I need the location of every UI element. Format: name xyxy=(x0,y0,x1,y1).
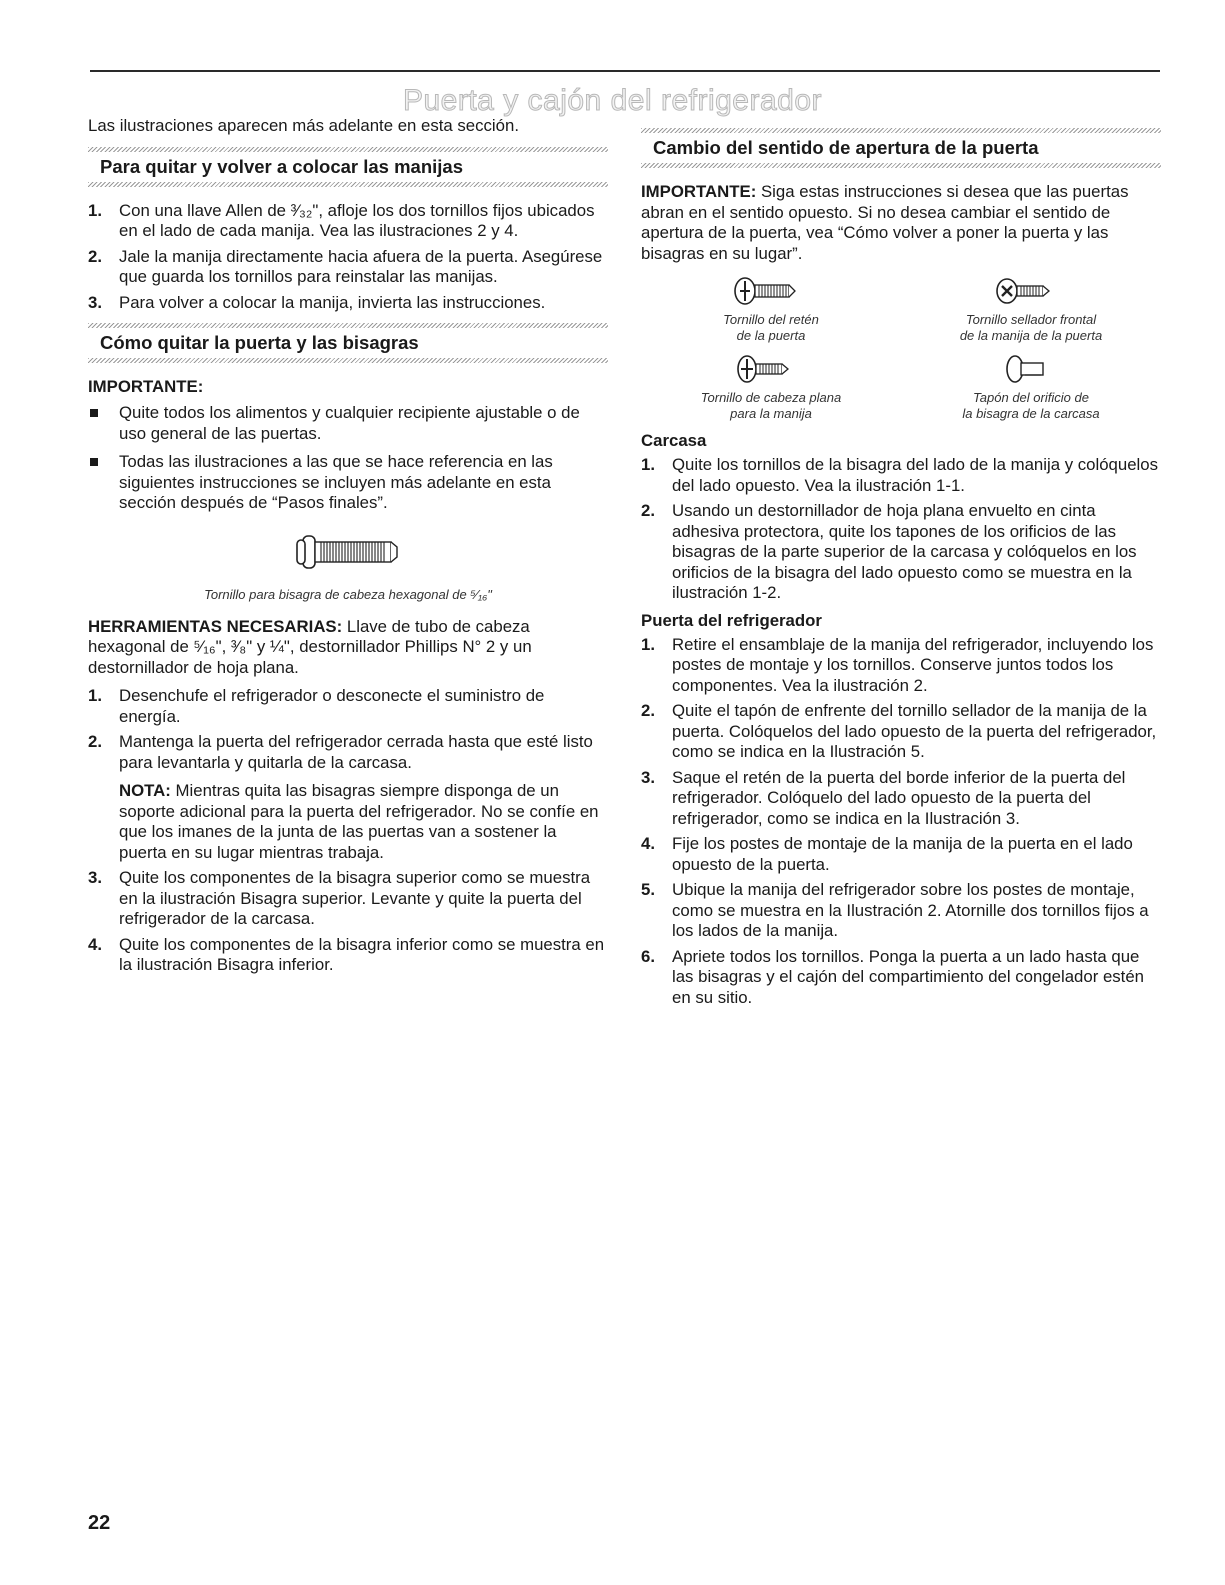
list-item xyxy=(88,732,608,863)
page-number: 22 xyxy=(88,1512,111,1534)
screw-caption-line: Tornillo sellador frontal xyxy=(965,312,1097,327)
step-text: Saque el retén de la puerta del borde inferior de la puerta del refrigerador. Colóquelo del lado opuesto de la puerta del refrigerador, como se indica en la Ilustración 3. xyxy=(672,767,1126,828)
step-number: 2. xyxy=(88,246,102,266)
step-number: 4. xyxy=(88,934,102,954)
screw-figure xyxy=(901,352,1161,422)
step-number: 1. xyxy=(641,455,655,474)
tools-paragraph xyxy=(88,617,608,679)
handles-steps xyxy=(88,201,608,314)
bullet-square-icon xyxy=(90,458,98,466)
screw-caption-line: Tapón del orificio de xyxy=(973,390,1089,405)
list-item xyxy=(88,201,608,242)
step-number: 3. xyxy=(88,868,102,887)
screw-figure xyxy=(901,274,1161,344)
bullet-text: Todas las ilustraciones a las que se hace referencia en las siguientes instrucciones se incluyen más adelante en esta sección después de “Pasos finales”. xyxy=(119,452,553,512)
door-stop-screw-icon xyxy=(731,274,811,308)
list-item xyxy=(641,947,1161,1009)
cabinet-heading: Carcasa xyxy=(641,431,707,450)
step-number: 6. xyxy=(641,946,655,966)
left-column xyxy=(88,116,608,981)
right-column xyxy=(641,116,1161,1013)
note-text: Mientras quita las bisagras siempre disponga de un soporte adicional para la puerta del refrigerador. No se confíe en que los imanes de la junta de las puertas van a sostener la puerta en su lugar mientras trabaja. xyxy=(119,781,599,862)
screw-figure xyxy=(641,352,901,422)
flathead-handle-screw-icon xyxy=(731,352,811,386)
step-text: Desenchufe el refrigerador o desconecte el suministro de energía. xyxy=(119,686,545,726)
door-removal-steps xyxy=(88,686,608,976)
bullet-text: Quite todos los alimentos y cualquier recipiente ajustable o de uso general de las puertas. xyxy=(119,403,580,443)
section-door-removal-header xyxy=(88,323,608,363)
screw-caption-line: de la manija de la puerta xyxy=(959,328,1103,343)
important-paragraph xyxy=(641,182,1161,264)
figure-caption: Tornillo para bisagra de cabeza hexagonal de ⁵⁄₁₆" xyxy=(204,586,492,602)
list-item xyxy=(88,686,608,727)
important-bullets xyxy=(88,403,608,514)
hatch-divider xyxy=(88,358,608,363)
list-item xyxy=(88,868,608,930)
step-number: 1. xyxy=(88,200,102,220)
step-text: Quite los componentes de la bisagra inferior como se muestra en la ilustración Bisagra inferior. xyxy=(119,934,605,974)
step-number: 5. xyxy=(641,880,655,899)
step-text: Mantenga la puerta del refrigerador cerrada hasta que esté listo para levantarla y quitarla de la carcasa. xyxy=(119,732,593,772)
step-text: Jale la manija directamente hacia afuera de la puerta. Asegúrese que guarda los tornillos para reinstalar las manijas. xyxy=(119,246,603,286)
list-item xyxy=(88,247,608,288)
screw-caption-line: Tornillo del retén xyxy=(723,312,819,327)
step-number: 2. xyxy=(641,501,655,520)
step-number: 2. xyxy=(641,701,655,720)
list-item xyxy=(641,768,1161,830)
list-item xyxy=(88,293,608,314)
step-number: 3. xyxy=(641,767,655,787)
list-item xyxy=(88,403,608,444)
step-text: Para volver a colocar la manija, invierta las instrucciones. xyxy=(119,292,546,312)
cabinet-steps xyxy=(641,455,1161,604)
step-text: Con una llave Allen de ³⁄₃₂", afloje los dos tornillos fijos ubicados en el lado de cada manija. Vea las ilustraciones 2 y 4. xyxy=(119,200,595,240)
list-item xyxy=(641,880,1161,942)
step-text: Fije los postes de montaje de la manija de la puerta en el lado opuesto de la puerta. xyxy=(672,834,1133,874)
list-item xyxy=(88,935,608,976)
section-heading: Para quitar y volver a colocar las manijas xyxy=(100,155,463,177)
step-number: 2. xyxy=(88,732,102,751)
screw-caption-line: la bisagra de la carcasa xyxy=(962,406,1100,421)
hex-head-hinge-screw-icon xyxy=(293,530,403,574)
door-steps xyxy=(641,635,1161,1009)
bullet-square-icon xyxy=(90,409,98,417)
step-text: Ubique la manija del refrigerador sobre los postes de montaje, como se muestra en la Ilustración 2. Atornille dos tornillos fijos a los lados de la manija. xyxy=(672,880,1149,940)
list-item xyxy=(641,701,1161,763)
screw-figures xyxy=(641,274,1161,422)
top-rule xyxy=(90,70,1160,72)
screw-caption-line: para la manija xyxy=(730,406,812,421)
step-text: Quite el tapón de enfrente del tornillo sellador de la manija de la puerta. Colóquelos del lado opuesto de la puerta del refrigerador, como se indica en la Ilustración 5. xyxy=(672,701,1157,761)
step-number: 4. xyxy=(641,834,655,853)
hex-screw-figure xyxy=(88,530,608,603)
hatch-divider xyxy=(641,163,1161,168)
handle-sealing-screw-icon xyxy=(991,274,1071,308)
tools-label: HERRAMIENTAS NECESARIAS: xyxy=(88,616,343,636)
page-title: Puerta y cajón del refrigerador xyxy=(402,84,823,117)
section-heading: Cambio del sentido de apertura de la puerta xyxy=(653,137,1039,158)
list-item xyxy=(641,834,1161,875)
hinge-hole-plug-icon xyxy=(991,352,1071,386)
screw-caption-line: Tornillo de cabeza plana xyxy=(700,390,842,405)
step-text: Retire el ensamblaje de la manija del refrigerador, incluyendo los postes de montaje y los tornillos. Conserve juntos todos los componentes. Vea la ilustración 2. xyxy=(672,634,1154,695)
list-item xyxy=(88,452,608,514)
screw-figure xyxy=(641,274,901,344)
step-text: Quite los componentes de la bisagra superior como se muestra en la ilustración Bisagra superior. Levante y quite la puerta del refrigerador de la carcasa. xyxy=(119,868,591,928)
list-item xyxy=(641,635,1161,697)
section-heading: Cómo quitar la puerta y las bisagras xyxy=(100,332,419,353)
door-heading: Puerta del refrigerador xyxy=(641,610,822,630)
section-reverse-header xyxy=(641,128,1161,168)
important-text: Siga estas instrucciones si desea que las puertas abran en el sentido opuesto. Si no desea cambiar el sentido de apertura de la puerta, vea “Cómo volver a poner la puerta y las bisagras en su lugar”. xyxy=(641,182,1129,263)
section-handles-header xyxy=(88,147,608,187)
step-text: Apriete todos los tornillos. Ponga la puerta a un lado hasta que las bisagras y el cajón del compartimiento del congelador estén en su sitio. xyxy=(672,946,1145,1007)
important-label: IMPORTANTE: xyxy=(88,377,204,396)
tools-text: Llave de tubo de cabeza hexagonal de ⁵⁄₁₆", ³⁄₈" y ¼", destornillador Phillips N° 2 y un destornillador de hoja plana. xyxy=(88,616,532,677)
step-number: 3. xyxy=(88,292,102,312)
note-paragraph xyxy=(119,781,608,863)
hatch-divider xyxy=(88,182,608,187)
step-text: Quite los tornillos de la bisagra del lado de la manija y colóquelos del lado opuesto. Vea la ilustración 1-1. xyxy=(672,455,1159,495)
screw-caption-line: de la puerta xyxy=(736,328,806,343)
list-item xyxy=(641,455,1161,496)
step-number: 1. xyxy=(641,634,655,654)
note-label: NOTA: xyxy=(119,781,171,800)
step-number: 1. xyxy=(88,686,102,705)
important-label: IMPORTANTE: xyxy=(641,182,757,201)
list-item xyxy=(641,501,1161,604)
intro-text: Las ilustraciones aparecen más adelante en esta sección. xyxy=(88,116,519,135)
step-text: Usando un destornillador de hoja plana envuelto en cinta adhesiva protectora, quite los tapones de los orificios de las bisagras de la parte superior de la carcasa y colóquelos en los orificios de la bisagra del lado opuesto como se muestra en la ilustración 1-2. xyxy=(672,501,1137,602)
